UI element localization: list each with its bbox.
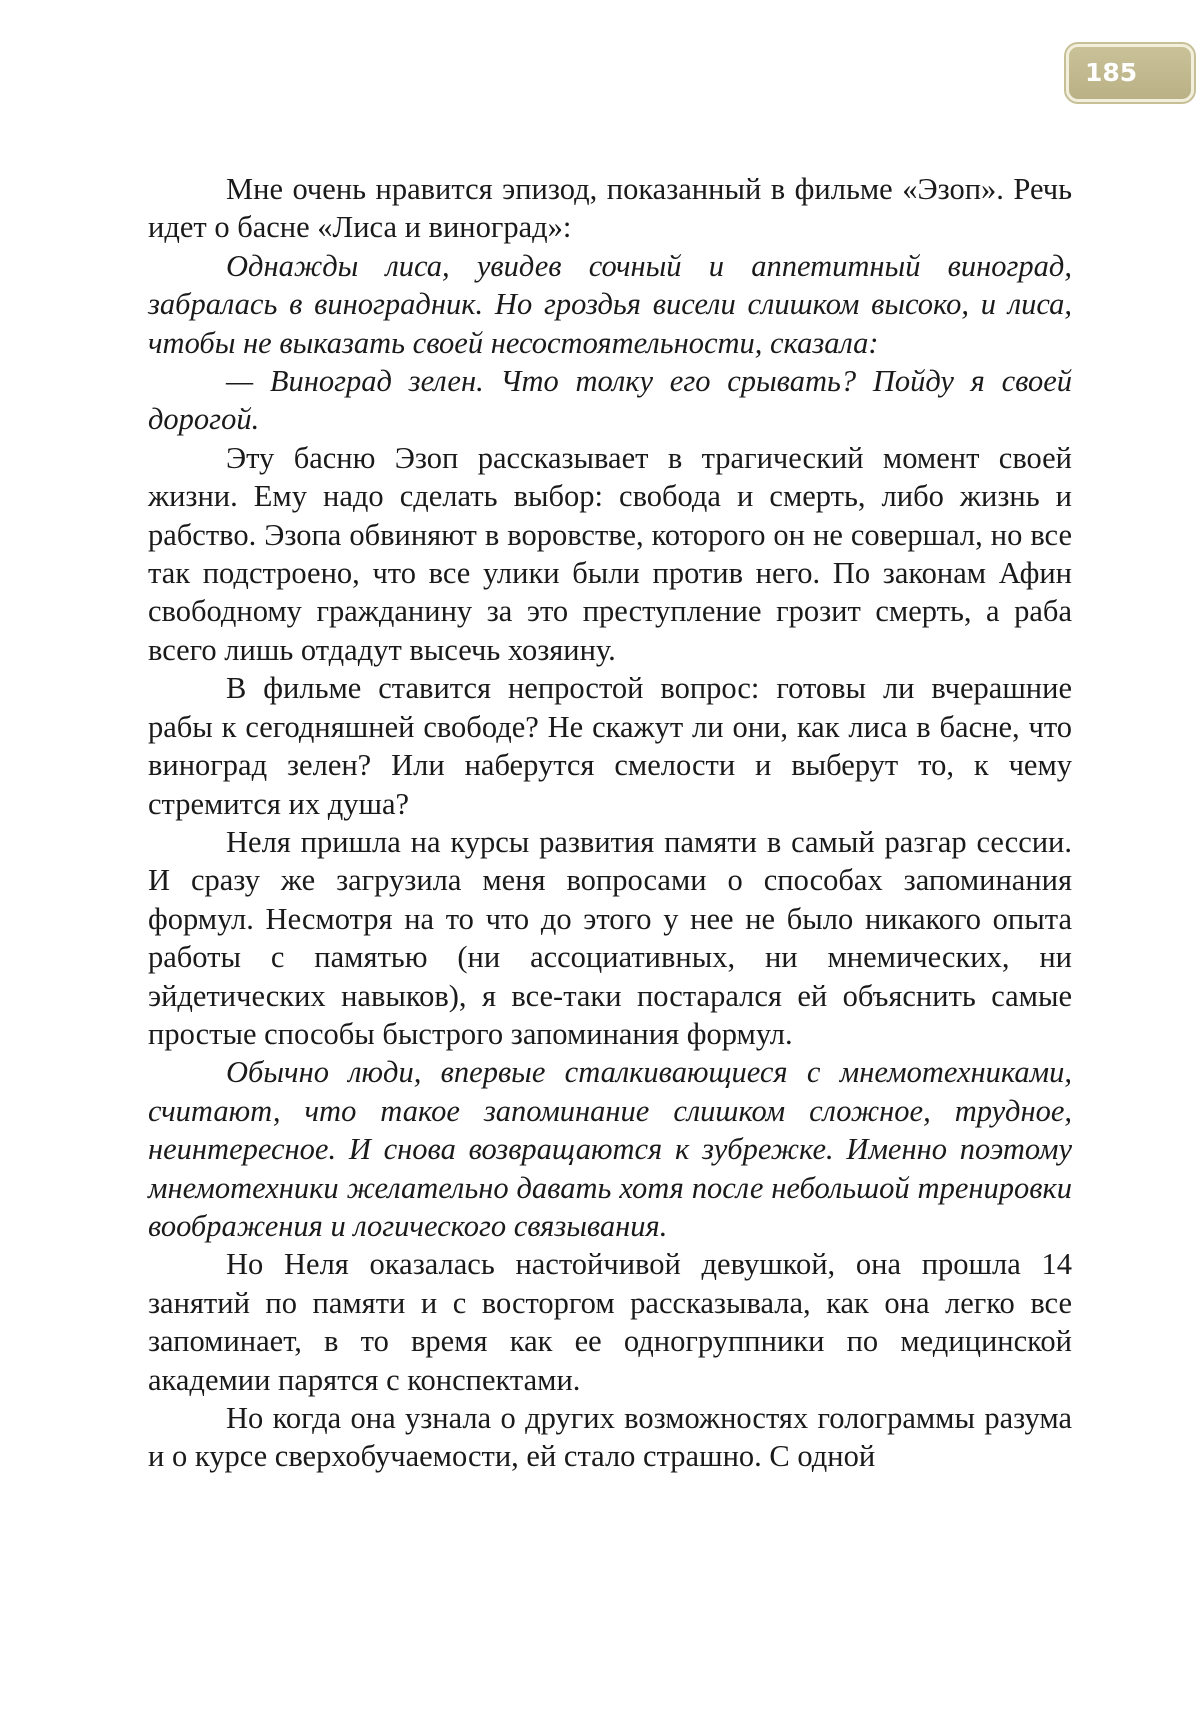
page-number-badge xyxy=(1066,44,1194,102)
paragraph-aesop-choice: Эту басню Эзоп рассказывает в трагический момент своей жизни. Ему надо сделать выбор: свобода и смерть, либо жизнь и рабство. Эзопа обвиняют в воровстве, которого он не совершал, но все так подстроено, что все улики были против него. По законам Афин свободному гражданину за это преступление грозит смерть, а раба всего лишь отдадут высечь хозяину. xyxy=(148,440,1072,667)
page-text xyxy=(148,170,1072,1476)
paragraph-fox-speech: — Виноград зелен. Что толку его срывать? Пойду я своей дорогой. xyxy=(148,364,1072,437)
paragraph-aesop-episode: Мне очень нравится эпизод, показанный в фильме «Эзоп». Речь идет о басне «Лиса и виноград»: xyxy=(148,172,1072,245)
paragraph-film-question: В фильме ставится непростой вопрос: готовы ли вчерашние рабы к сегодняшней свободе? Не скажут ли они, как лиса в басне, что виноград зелен? Или наберутся смелости и выберут то, к чему стремится их душа? xyxy=(148,671,1072,821)
paragraph-fable-quote: Однажды лиса, увидев сочный и аппетитный виноград, забралась в виноградник. Но гроздья висели слишком высоко, и лиса, чтобы не выказать своей несостоятельности, сказала: xyxy=(148,248,1072,360)
paragraph-nelya-courses: Неля пришла на курсы развития памяти в самый разгар сессии. И сразу же загрузила меня вопросами о способах запоминания формул. Несмотря на то что до этого у нее не было никакого опыта работы с памятью (ни ассоциативных, ни мнемических, ни эйдетических навыков), я все-таки постарался ей объяснить самые простые способы быстрого запоминания формул. xyxy=(148,824,1072,1051)
paragraph-nelya-fear: Но когда она узнала о других возможностях голограммы разума и о курсе сверхобучаемости, ей стало страшно. С одной xyxy=(148,1401,1072,1474)
page-number: 185 xyxy=(1085,58,1138,87)
paragraph-nelya-progress: Но Неля оказалась настойчивой девушкой, она прошла 14 занятий по памяти и с восторгом рассказывала, как она легко все запоминает, в то время как ее одногруппники по медицинской академии парятся с конспектами. xyxy=(148,1247,1072,1397)
paragraph-mnemonics-note: Обычно люди, впервые сталкивающиеся с мнемотехниками, считают, что такое запоминание слишком сложное, трудное, неинтересное. И снова возвращаются к зубрежке. Именно поэтому мнемотехники желательно давать хотя после небольшой тренировки воображения и логического связывания. xyxy=(148,1055,1072,1243)
